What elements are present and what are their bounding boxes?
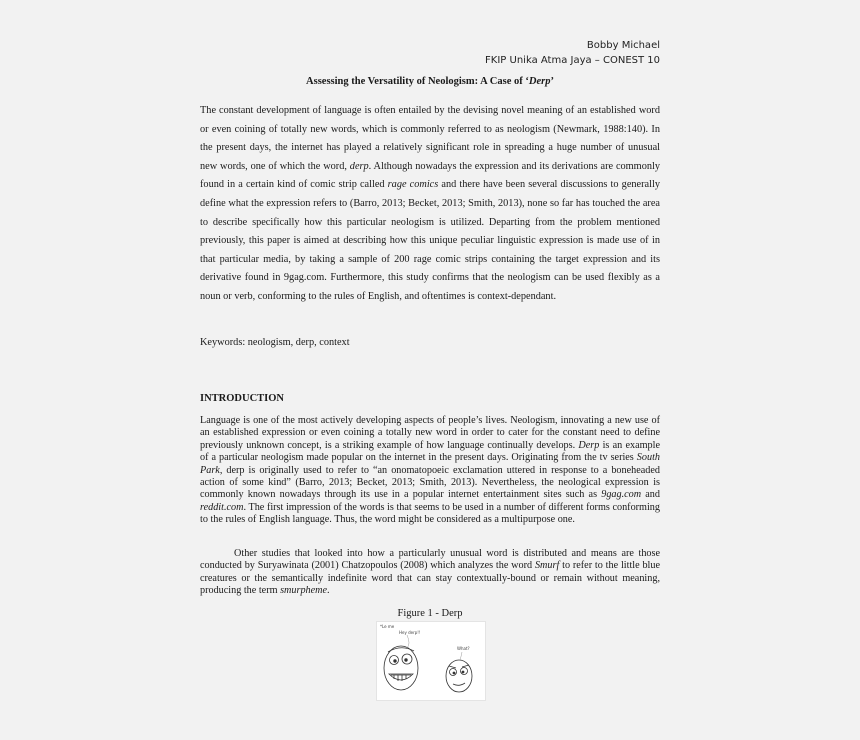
intro-text: Other studies that looked into how a particularly unusual word is distributed and means are those conducted by Suryawinata (2001) Chatzopoulos (2008) which analyzes the word [200, 548, 660, 572]
paper-title [200, 75, 660, 89]
figure-caption: Figure 1 - Derp [397, 608, 463, 619]
keywords: Keywords: neologism, derp, context [200, 337, 350, 348]
intro-term: Smurf [534, 560, 560, 572]
abstract-text-3: and there have been several discussions to generally define what the expression refers to (Barro, 2013; Becket, 2013; Smith, 2013), none so far has touched the area to describe specifically how this particular neologism is utilized. Departing from the problem mentioned previously, this paper is aimed at describing how this unique peculiar linguistic expression is made use of in that particular media, by taking a sample of 200 rage comic strips containing the target expression and its derivative found in 9gag.com. Furthermore, this study confirms that the neologism can be used flexibly as a noun or verb, conforming to the rules of English, and oftentimes is context-dependant. [200, 179, 660, 302]
speech-tail-left [407, 635, 409, 648]
intro-text: is an example of a particular neologism made popular on the internet in the present days. Originating from the tv series [200, 439, 660, 464]
comic-label-le-me: *Le me [380, 624, 395, 629]
intro-term: smurpheme [280, 585, 328, 597]
derp-face-left [384, 646, 418, 690]
intro-text: Language is one of the most actively developing aspects of people’s lives. Neologism, innovating a new use of an established expression or even coining a totally new word in order to cater for the constant need to define previously unknown concept, is a striking example of how language continually develops. [200, 415, 660, 451]
title-text: Assessing the Versatility of Neologism: A Case of ‘ [306, 76, 529, 87]
derp-comic-illustration [377, 622, 485, 700]
author-affiliation: FKIP Unika Atma Jaya – CONEST 10 [485, 55, 660, 66]
intro-term: reddit.com [200, 501, 244, 513]
abstract-text-1: The constant development of language is often entailed by the devising novel meaning of an established word or even coining of totally new words, which is commonly referred to as neologism (Newmark, 1988:140). In the present days, the internet has played a relatively significant role in spreading a huge number of unusual new words, one of which the word, [200, 105, 660, 172]
abstract-text-2: . Although nowadays the expression and its derivations are commonly found in a certain kind of comic strip called [200, 160, 660, 191]
intro-text: and [641, 489, 660, 501]
comic-speech-hey-derp: Hey derp!! [399, 630, 421, 635]
author-name: Bobby Michael [586, 40, 660, 51]
intro-term: Derp [578, 439, 600, 451]
abstract-term-rage-comics: rage comics [387, 179, 439, 191]
intro-text: , derp is originally used to refer to “an onomatopoeic exclamation uttered in response to a boneheaded action of some kind” (Barro, 2013; Becket, 2013; Smith, 2013). Nevertheless, the neological expression is commonly known nowadays through its use in a popular internet entertainment sites such as [200, 464, 660, 501]
intro-text: . The first impression of the words is that seems to be used in a number of different forms conforming to the rules of English language. Thus, the word might be considered as a multipurpose one. [200, 501, 660, 526]
intro-paragraph-1 [200, 415, 660, 527]
section-heading-introduction: INTRODUCTION [200, 393, 285, 404]
comic-speech-what: What? [457, 646, 470, 651]
speech-tail-right [460, 652, 462, 660]
abstract-paragraph [200, 102, 660, 307]
intro-text: to refer to the little blue creatures or the semantically indefinite word that can stay contextually-bound or remain without meaning, producing the term [200, 560, 660, 597]
derp-comic-figure [376, 621, 486, 701]
title-term: Derp [528, 76, 551, 87]
title-close-quote: ’ [550, 76, 554, 87]
intro-text: . [327, 585, 330, 597]
intro-paragraph-2 [200, 548, 660, 598]
intro-term: South Park [200, 452, 660, 476]
derp-face-right [446, 660, 472, 692]
abstract-term-derp: derp [349, 160, 369, 172]
intro-term: 9gag.com [601, 489, 642, 501]
